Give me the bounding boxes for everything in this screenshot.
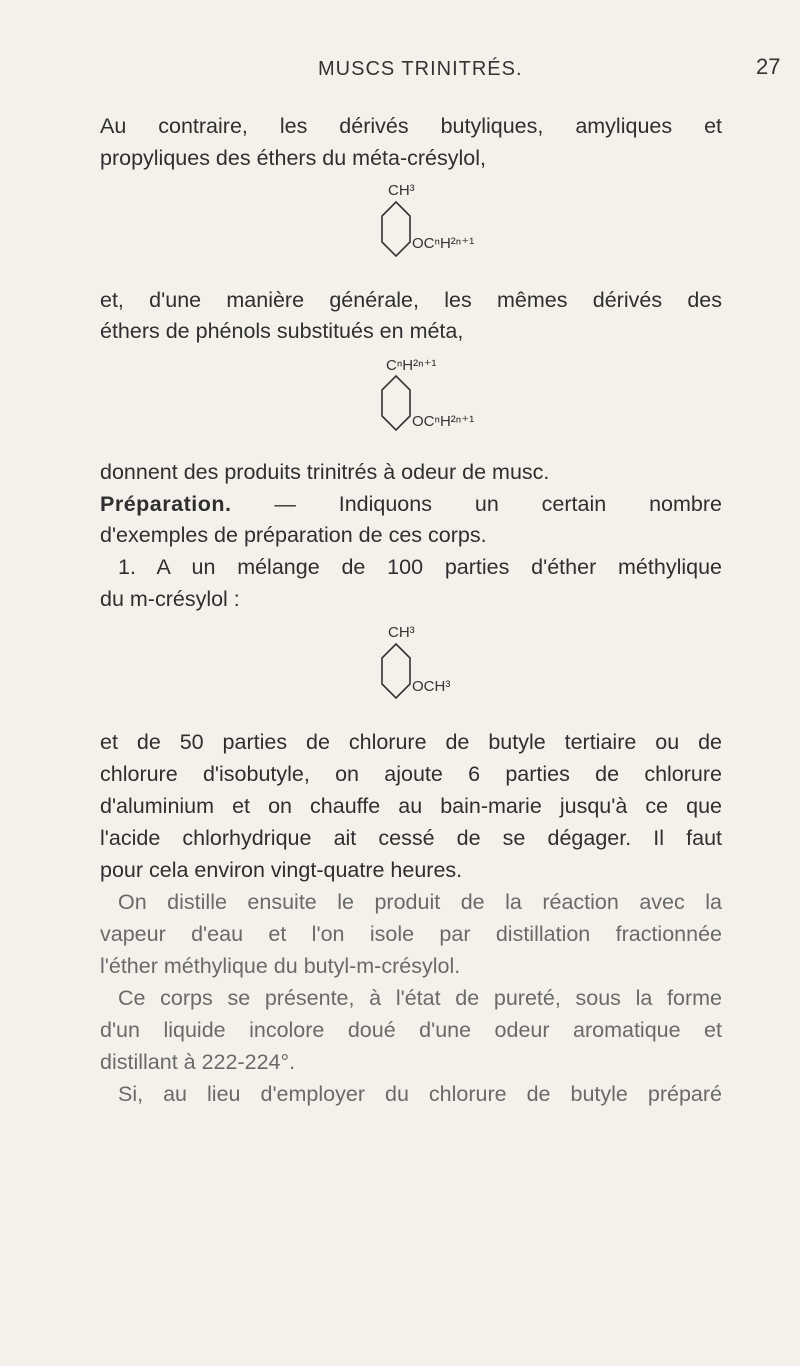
- paragraph-7: Si, au lieu d'employer du chlorure de butyle préparé: [118, 1082, 722, 1106]
- benzene-ring-icon: [380, 374, 420, 446]
- paragraph-3: donnent des produits trinitrés à odeur de musc.: [100, 460, 550, 484]
- paragraph-4-line-3: d'aluminium et on chauffe au bain-marie jusqu'à ce que: [100, 794, 722, 818]
- paragraph-6-line-3: distillant à 222-224°.: [100, 1050, 296, 1074]
- formula-2-substituent: OCⁿH²ⁿ⁺¹: [412, 413, 475, 430]
- paragraph-4-line-1: et de 50 parties de chlorure de butyle tertiaire ou de: [100, 730, 722, 754]
- preparation-line-3: 1. A un mélange de 100 parties d'éther méthylique: [118, 555, 722, 579]
- preparation-line-2: d'exemples de préparation de ces corps.: [100, 523, 487, 547]
- preparation-lead: — Indiquons un certain nombre: [231, 492, 722, 516]
- paragraph-1-line-2: propyliques des éthers du méta-crésylol,: [100, 146, 486, 170]
- formula-3-substituent: OCH³: [412, 678, 451, 695]
- preparation-line-1: [100, 490, 722, 518]
- paragraph-6-line-1: Ce corps se présente, à l'état de pureté, sous la forme: [118, 986, 722, 1010]
- paragraph-5-line-1: On distille ensuite le produit de la réaction avec la: [118, 890, 722, 914]
- running-title: MUSCS TRINITRÉS.: [318, 58, 523, 80]
- paragraph-4-line-4: l'acide chlorhydrique ait cessé de se dégager. Il faut: [100, 826, 722, 850]
- formula-methyl-ether-m-cresylol: [380, 624, 520, 714]
- paragraph-5-line-2: vapeur d'eau et l'on isole par distillation fractionnée: [100, 922, 722, 946]
- preparation-heading: Préparation.: [100, 492, 232, 516]
- paragraph-2-line-1: et, d'une manière générale, les mêmes dérivés des: [100, 288, 722, 312]
- formula-3-top-group: CH³: [388, 624, 415, 641]
- formula-meta-cresylol-ether: [380, 182, 540, 272]
- formula-1-top-group: CH³: [388, 182, 415, 199]
- formula-substituted-phenol-ether: [380, 356, 560, 446]
- paragraph-2-line-2: éthers de phénols substitués en méta,: [100, 319, 464, 343]
- formula-2-top-group: CⁿH²ⁿ⁺¹: [386, 357, 437, 374]
- paragraph-1-line-1: Au contraire, les dérivés butyliques, amyliques et: [100, 114, 722, 138]
- formula-1-substituent: OCⁿH²ⁿ⁺¹: [412, 235, 475, 252]
- running-head: [0, 54, 800, 84]
- paragraph-6-line-2: d'un liquide incolore doué d'une odeur aromatique et: [100, 1018, 722, 1042]
- page-number: 27: [756, 54, 781, 79]
- paragraph-4-line-2: chlorure d'isobutyle, on ajoute 6 parties de chlorure: [100, 762, 722, 786]
- paragraph-4-line-5: pour cela environ vingt-quatre heures.: [100, 858, 463, 882]
- paragraph-5-line-3: l'éther méthylique du butyl-m-crésylol.: [100, 954, 461, 978]
- preparation-line-4: du m-crésylol :: [100, 587, 240, 611]
